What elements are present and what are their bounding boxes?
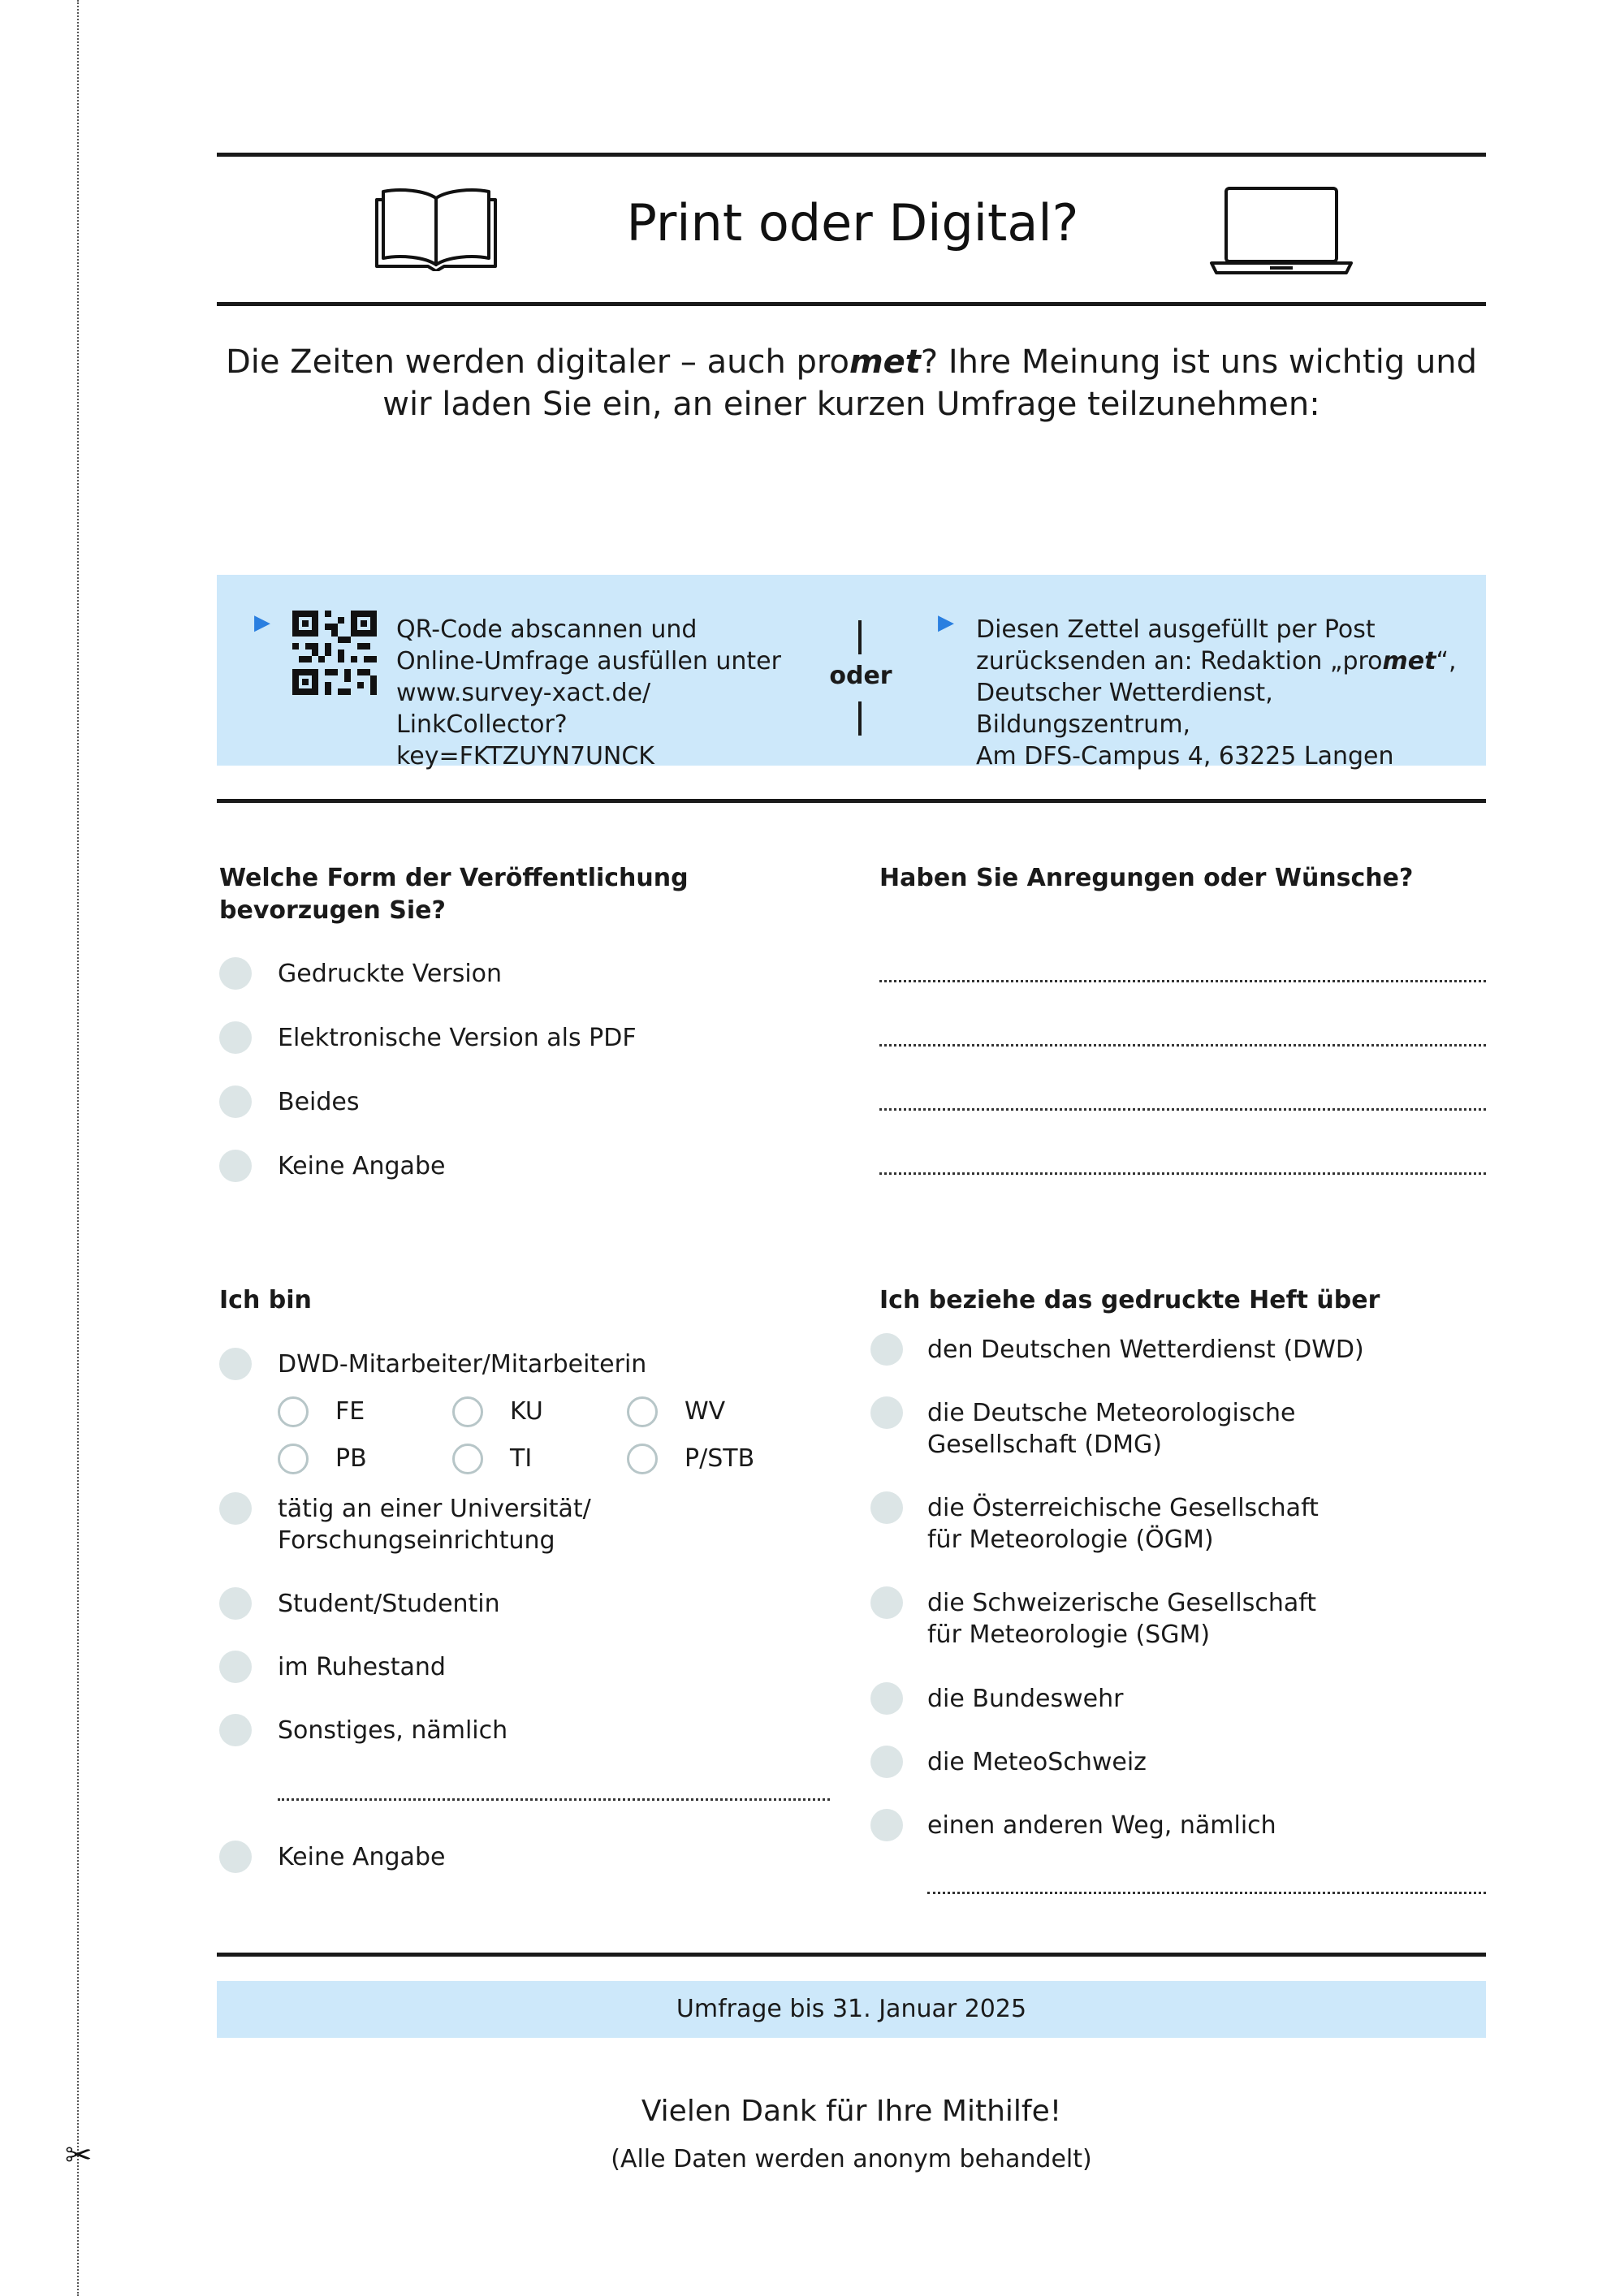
laptop-icon [1208, 185, 1354, 276]
option-label: die Deutsche Meteorologische Gesellschaft (DMG) [927, 1399, 1296, 1459]
option-label: die Schweizerische Gesellschaft für Meteorologie (SGM) [927, 1589, 1317, 1649]
question-ich-bin-heading: Ich bin [219, 1286, 312, 1314]
option-label: Keine Angabe [278, 1152, 446, 1180]
radio-keine-angabe-form[interactable] [219, 1150, 252, 1182]
radio-beides[interactable] [219, 1085, 252, 1118]
sub-option-label: PB [335, 1444, 367, 1473]
thanks-text: Vielen Dank für Ihre Mithilfe! [641, 2095, 1062, 2128]
radio-pdf[interactable] [219, 1021, 252, 1054]
scissors-icon: ✂ [65, 2137, 93, 2174]
option-label: einen anderen Weg, nämlich [927, 1811, 1276, 1840]
sub-option-label: P/STB [685, 1444, 755, 1473]
radio-bundeswehr[interactable] [870, 1682, 903, 1715]
sub-option-label: KU [510, 1397, 543, 1426]
sub-option-label: TI [510, 1444, 533, 1473]
option-label: Student/Studentin [278, 1590, 500, 1618]
radio-pstb[interactable] [627, 1444, 658, 1474]
oder-label: oder [829, 662, 892, 690]
radio-oegm[interactable] [870, 1491, 903, 1524]
anderer-weg-line[interactable] [927, 1892, 1486, 1894]
post-instructions: Diesen Zettel ausgefüllt per Post zurücksenden an: Redaktion „promet“, Deutscher Wetterdienst, Bildungszentrum, Am DFS-Campus 4, 63225 Langen [976, 615, 1457, 770]
radio-universitaet[interactable] [219, 1492, 252, 1525]
option-label: die Bundeswehr [927, 1685, 1124, 1713]
option-label: Elektronische Version als PDF [278, 1024, 637, 1052]
sonstiges-line[interactable] [278, 1798, 830, 1801]
deadline-banner: Umfrage bis 31. Januar 2025 [217, 1981, 1486, 2038]
option-label: die MeteoSchweiz [927, 1748, 1147, 1776]
triangle-bullet-icon: ▶ [938, 611, 954, 635]
radio-dwd[interactable] [219, 1348, 252, 1380]
option-label: die Österreichische Gesellschaft für Meteorologie (ÖGM) [927, 1494, 1319, 1554]
radio-dmg[interactable] [870, 1396, 903, 1429]
radio-anderer-weg[interactable] [870, 1809, 903, 1841]
radio-sonstiges[interactable] [219, 1714, 252, 1746]
option-label: den Deutschen Wetterdienst (DWD) [927, 1336, 1364, 1364]
radio-ruhestand[interactable] [219, 1651, 252, 1683]
sub-option-label: WV [685, 1397, 726, 1426]
header-bottom-rule [217, 302, 1486, 306]
radio-keine-angabe-ich-bin[interactable] [219, 1841, 252, 1873]
sub-option-label: FE [335, 1397, 365, 1426]
radio-ku[interactable] [452, 1396, 483, 1427]
option-label: Gedruckte Version [278, 960, 503, 988]
question-wishes-heading: Haben Sie Anregungen oder Wünsche? [879, 864, 1414, 892]
radio-gedruckt[interactable] [219, 957, 252, 990]
page-title: Print oder Digital? [626, 193, 1079, 252]
anonymity-note: (Alle Daten werden anonym behandelt) [611, 2145, 1092, 2173]
intro-text: Die Zeiten werden digitaler – auch promet? Ihre Meinung ist uns wichtig und wir laden Sie ein, an einer kurzen Umfrage teilzunehmen: [225, 343, 1478, 423]
cut-line [77, 0, 79, 2296]
radio-pb[interactable] [278, 1444, 309, 1474]
question-form-heading: Welche Form der Veröffentlichung bevorzugen Sie? [219, 864, 689, 925]
option-label: Sonstiges, nämlich [278, 1716, 508, 1745]
qr-code[interactable] [292, 611, 377, 695]
top-rule [217, 153, 1486, 157]
radio-wv[interactable] [627, 1396, 658, 1427]
option-label: tätig an einer Universität/ Forschungseinrichtung [278, 1495, 591, 1555]
qr-instructions: QR-Code abscannen und Online-Umfrage ausfüllen unter www.survey-xact.de/ LinkCollector?key=FKTZUYN7UNCK [396, 615, 781, 770]
option-label: DWD-Mitarbeiter/Mitarbeiterin [278, 1350, 647, 1379]
separator-bar-bottom [858, 701, 862, 736]
triangle-bullet-icon: ▶ [254, 611, 270, 635]
radio-student[interactable] [219, 1587, 252, 1620]
wishes-line[interactable] [879, 1172, 1486, 1175]
radio-dwd-bezug[interactable] [870, 1333, 903, 1366]
section-rule [217, 799, 1486, 803]
separator-bar-top [858, 620, 862, 654]
radio-ti[interactable] [452, 1444, 483, 1474]
wishes-line[interactable] [879, 1044, 1486, 1047]
radio-sgm[interactable] [870, 1586, 903, 1619]
radio-meteoschweiz[interactable] [870, 1746, 903, 1778]
option-label: Beides [278, 1088, 360, 1116]
question-bezug-heading: Ich beziehe das gedruckte Heft über [879, 1286, 1380, 1314]
footer-rule [217, 1953, 1486, 1957]
wishes-line[interactable] [879, 980, 1486, 982]
radio-fe[interactable] [278, 1396, 309, 1427]
option-label: Keine Angabe [278, 1843, 446, 1871]
wishes-line[interactable] [879, 1108, 1486, 1111]
option-label: im Ruhestand [278, 1653, 446, 1681]
